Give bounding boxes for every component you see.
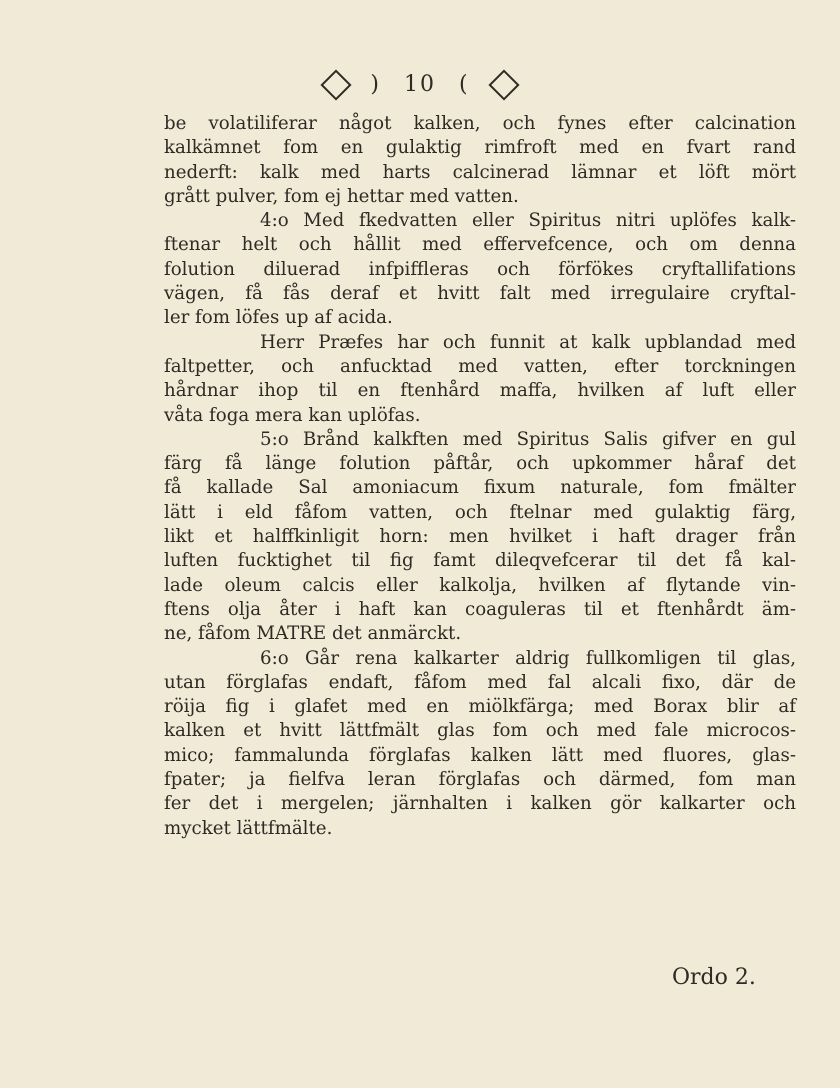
paragraph-3-cont xyxy=(164,355,796,428)
text-line: utan förglafas endaft, fåfom med fal alcali fixo, där de xyxy=(164,671,796,693)
text-line: grått pulver, fom ej hettar med vatten. xyxy=(164,185,519,207)
text-line: kalken et hvitt lättfmält glas fom och med fale microcos- xyxy=(164,720,796,742)
text-line: lätt i eld fåfom vatten, och ftelnar med gulaktig färg, xyxy=(164,501,796,523)
text-line: Herr Præfes har och funnit at kalk upblandad med xyxy=(260,331,796,353)
text-line: ler fom löfes up af acida. xyxy=(164,307,393,329)
paragraph-4 xyxy=(164,428,796,452)
text-line: be volatiliferar något kalken, och fynes efter calcination xyxy=(164,113,796,134)
text-line: ftenar helt och hållit med effervefcence, och om denna xyxy=(164,234,796,256)
body-text xyxy=(164,112,796,841)
paragraph-5-cont xyxy=(164,671,796,841)
paragraph-1 xyxy=(164,112,796,209)
text-line: fer det i mergelen; järnhalten i kalken gör kalkarter och xyxy=(164,793,796,815)
text-line: luften fucktighet til fig famt dileqvefcerar til det få kal- xyxy=(164,550,796,572)
text-line: ftens olja åter i haft kan coaguleras til et ftenhårdt äm- xyxy=(164,598,796,620)
text-line: hårdnar ihop til en ftenhård maffa, hvilken af luft eller xyxy=(164,380,796,402)
page-header xyxy=(0,72,840,97)
text-line: fpater; ja fielfva leran förglafas och därmed, fom man xyxy=(164,769,796,791)
text-line: färg få länge folution påftår, och upkommer håraf det xyxy=(164,453,796,475)
header-left-bracket: ) xyxy=(370,72,381,97)
paragraph-2-cont xyxy=(164,233,796,330)
paragraph-2 xyxy=(164,209,796,233)
text-line: mycket lättfmälte. xyxy=(164,817,333,839)
paragraph-3 xyxy=(164,331,796,355)
text-line: 5:o Brånd kalkften med Spiritus Salis gifver en gul xyxy=(260,428,796,450)
paragraph-5 xyxy=(164,647,796,671)
page-number: 10 xyxy=(404,72,436,97)
text-line: lade oleum calcis eller kalkolja, hvilken af flytande vin- xyxy=(164,574,796,596)
text-line: likt et halffkinligit horn: men hvilket i haft drager från xyxy=(164,526,796,548)
text-line: röija fig i glafet med en miölkfärga; med Borax blir af xyxy=(164,696,796,718)
text-line: ne, fåfom MATRE det anmärckt. xyxy=(164,623,462,645)
text-line: få kallade Sal amoniacum fixum naturale, fom fmälter xyxy=(164,477,796,499)
paragraph-4-cont xyxy=(164,452,796,646)
header-right-bracket: ( xyxy=(459,72,470,97)
ornament-left-icon xyxy=(321,69,352,100)
catchword: Ordo 2. xyxy=(672,965,756,990)
text-line: våta foga mera kan uplöfas. xyxy=(164,404,421,426)
text-line: faltpetter, och anfucktad med vatten, efter torckningen xyxy=(164,355,796,377)
text-line: 6:o Går rena kalkarter aldrig fullkomligen til glas, xyxy=(260,647,796,669)
text-line: nederft: kalk med harts calcinerad lämnar et löft mört xyxy=(164,161,796,183)
text-line: mico; fammalunda förglafas kalken lätt med fluores, glas- xyxy=(164,744,796,766)
text-line: vägen, få fås deraf et hvitt falt med irregulaire cryftal- xyxy=(164,283,796,305)
ornament-right-icon xyxy=(488,69,519,100)
text-line: 4:o Med fkedvatten eller Spiritus nitri uplöfes kalk- xyxy=(260,210,796,232)
text-line: folution diluerad infpiffleras och förfökes cryftallifations xyxy=(164,258,796,280)
text-line: kalkämnet fom en gulaktig rimfroft med en fvart rand xyxy=(164,137,796,159)
